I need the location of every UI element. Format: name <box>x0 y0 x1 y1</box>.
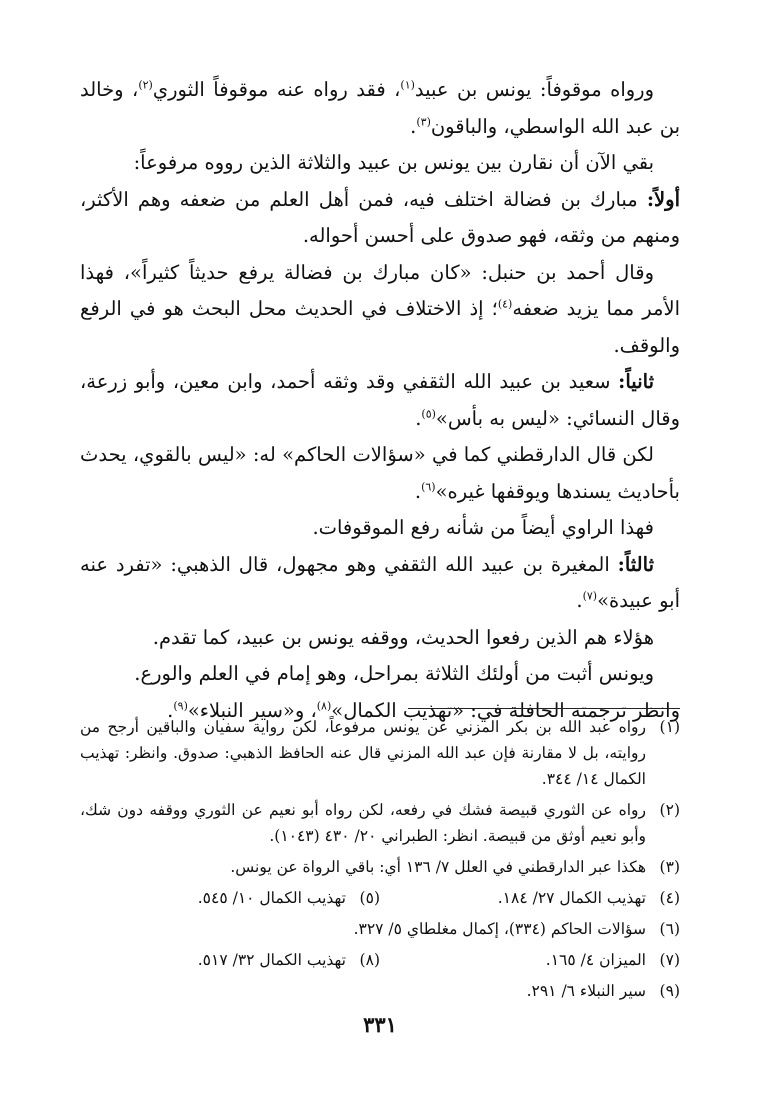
lead-word-third: ثالثاً: <box>617 552 654 576</box>
footnote-ref-5[interactable]: (٥) <box>421 407 436 420</box>
footnote-ref-4[interactable]: (٤) <box>497 297 513 311</box>
footnote-ref-6[interactable]: (٦) <box>421 480 436 493</box>
footnote-9 <box>80 978 680 1004</box>
text-run: ، و«سير النبلاء» <box>187 698 317 722</box>
text-run: لكن قال الدارقطني كما في «سؤالات الحاكم» له: «ليس بالقوي، يحدث بأحاديث يسندها ويوقفها غيره» <box>80 443 680 503</box>
footnote-text: رواه عن الثوري قبيصة فشك في رفعه، لكن رواه أبو نعيم عن الثوري ووقفه دون شك، وأبو نعيم أوثق من قبيصة. انظر: الطبراني ٢٠/ ٤٣٠ (١٠٤٣). <box>80 801 646 845</box>
text-run: سعيد بن عبيد الله الثقفي وقد وثقه أحمد، وابن معين، وأبو زرعة، وقال النسائي: «ليس به بأس» <box>80 370 680 430</box>
footnote-ref-1[interactable]: (١) <box>400 78 415 92</box>
text-run: المغيرة بن عبيد الله الثقفي وهو مجهول، قال الذهبي: «تفرد عنه أبو عبيدة» <box>80 552 680 612</box>
text-run: ؛ إذ الاختلاف في الحديث محل البحث هو في الرفع والوقف. <box>80 297 680 357</box>
text-run: . <box>576 589 583 612</box>
footnote-ref-2[interactable]: (٢) <box>138 78 153 92</box>
footnote-ref-8[interactable]: (٨) <box>316 699 332 712</box>
paragraph-3 <box>80 182 680 255</box>
footnote-5 <box>80 885 380 911</box>
main-text <box>80 72 680 729</box>
text-run: مبارك بن فضالة اختلف فيه، فمن أهل العلم من ضعفه وهم الأكثر، ومنهم من وثقه، فهو صدوق على أحسن أحواله. <box>80 187 680 247</box>
footnote-text: تهذيب الكمال ٣٢/ ٥١٧. <box>197 951 346 969</box>
footnote-8 <box>80 947 380 973</box>
text-run: . <box>415 406 422 430</box>
footnotes <box>80 714 680 1009</box>
paragraph-5 <box>80 364 680 437</box>
footnote-text: تهذيب الكمال ١٠/ ٥٤٥. <box>197 889 346 907</box>
footnote-1 <box>80 714 680 792</box>
footnote-number: (٩) <box>659 982 680 1000</box>
paragraph-9: هؤلاء هم الذين رفعوا الحديث، ووقفه يونس بن عبيد، كما تقدم. <box>152 625 654 649</box>
footnote-text: هكذا عبر الدارقطني في العلل ٧/ ١٣٦ أي: باقي الرواة عن يونس. <box>230 858 646 876</box>
text-run: . <box>414 479 422 503</box>
footnote-number: (٢) <box>659 801 680 819</box>
text-run: ورواه موقوفاً: يونس بن عبيد <box>414 78 654 101</box>
footnote-number: (٦) <box>659 920 680 938</box>
paragraph-6 <box>80 437 680 510</box>
paragraph-10: ويونس أثبت من أولئك الثلاثة بمراحل، وهو إمام في العلم والورع. <box>134 662 654 685</box>
footnote-ref-7[interactable]: (٧) <box>582 589 598 603</box>
footnote-ref-3[interactable]: (٣) <box>416 115 431 128</box>
footnote-number: (٥) <box>359 889 380 907</box>
footnote-6 <box>80 916 680 942</box>
footnote-row-7-8 <box>80 947 680 973</box>
paragraph-2: بقي الآن أن نقارن بين يونس بن عبيد والثلاثة الذين رووه مرفوعاً: <box>133 151 654 174</box>
footnote-text: سؤالات الحاكم (٣٣٤)، إكمال مغلطاي ٥/ ٣٢٧. <box>353 920 646 938</box>
text-run: وانظر ترجمته الحافلة في: «تهذيب الكمال» <box>331 698 680 722</box>
footnote-divider <box>408 708 680 709</box>
page-body <box>80 72 680 729</box>
footnote-text: تهذيب الكمال ٢٧/ ١٨٤. <box>497 889 646 907</box>
page-number: ٣٣١ <box>363 1012 397 1037</box>
lead-word-second: ثانياً: <box>618 370 654 393</box>
footnote-text: سير النبلاء ٦/ ٢٩١. <box>526 982 646 1000</box>
footnote-number: (١) <box>659 718 680 736</box>
text-run: ، فقد رواه عنه موقوفاً الثوري <box>152 78 401 101</box>
footnote-number: (٤) <box>659 889 680 907</box>
footnote-text: رواه عبد الله بن بكر المزني عن يونس مرفوعاً، لكن رواية سفيان والباقين أرجح من روايته، بل لا مقارنة فإن عبد الله المزني قال عنه الحافظ الذهبي: صدوق. وانظر: تهذيب الكمال ١٤/ ٣٤٤. <box>80 718 646 788</box>
text-run: وقال أحمد بن حنبل: «كان مبارك بن فضالة يرفع حديثاً كثيراً»، فهذا الأمر مما يزيد ضعفه <box>80 260 680 320</box>
text-run: . <box>167 698 174 722</box>
footnote-text: الميزان ٤/ ١٦٥. <box>545 951 646 969</box>
paragraph-1 <box>80 72 680 145</box>
paragraph-7: فهذا الراوي أيضاً من شأنه رفع الموقوفات. <box>312 516 654 539</box>
footnote-number: (٧) <box>659 951 680 969</box>
footnote-row-4-5 <box>80 885 680 911</box>
footnote-7 <box>380 947 680 973</box>
lead-word-first: أولاً: <box>646 187 680 211</box>
text-run: . <box>410 114 417 138</box>
footnote-number: (٨) <box>359 951 380 969</box>
footnote-4 <box>380 885 680 911</box>
footnote-ref-9[interactable]: (٩) <box>173 699 188 712</box>
footnote-number: (٣) <box>659 858 680 876</box>
text-run: ، وخالد بن عبد الله الواسطي، والباقون <box>80 78 680 138</box>
paragraph-4 <box>80 255 680 365</box>
paragraph-8 <box>80 547 680 620</box>
footnote-2 <box>80 797 680 849</box>
footnote-3 <box>80 854 680 880</box>
